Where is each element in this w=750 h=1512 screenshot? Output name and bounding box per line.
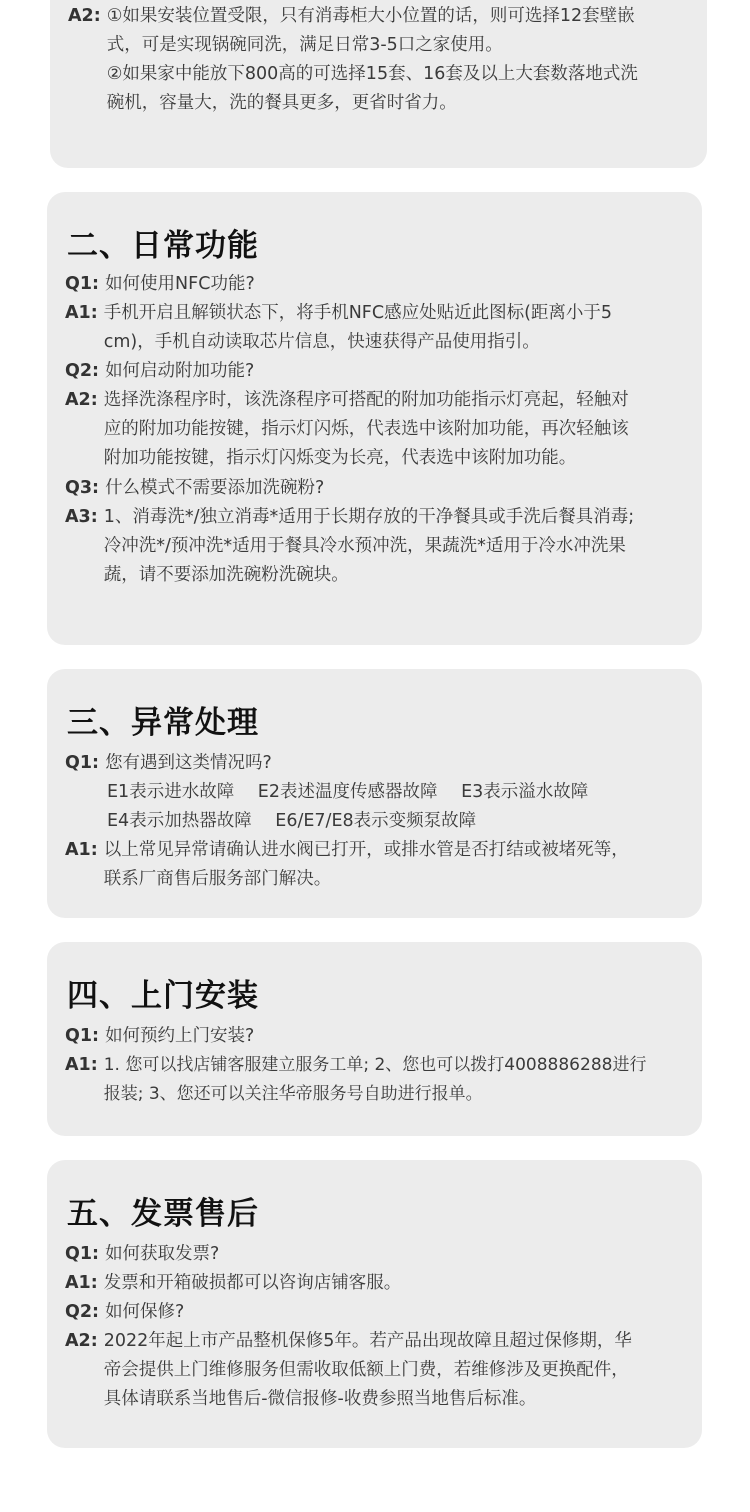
answer-row <box>65 1051 692 1109</box>
answer-tag: A1: <box>65 1273 98 1293</box>
answer-text: cm)，手机自动读取芯片信息，快速获得产品使用指引。 <box>103 332 540 352</box>
answer-text: 报装; 3、您还可以关注华帝服务号自助进行报单。 <box>103 1084 483 1104</box>
question-tag: Q3: <box>65 478 100 498</box>
question-row <box>65 749 692 778</box>
question-text: 如何预约上门安装? <box>105 1026 255 1046</box>
section-title: 二、日常功能 <box>67 228 259 264</box>
question-text: 如何获取发票? <box>105 1244 220 1264</box>
answer-text: 帝会提供上门维修服务但需收取低额上门费，若维修涉及更换配件， <box>103 1360 629 1380</box>
question-row <box>65 270 692 299</box>
answer-row <box>65 1327 692 1414</box>
question-tag: Q1: <box>65 1244 100 1264</box>
answer-text: 蔬，请不要添加洗碗粉洗碗块。 <box>103 565 349 585</box>
answer-text: 应的附加功能按键，指示灯闪烁，代表选中该附加功能，再次轻触该 <box>103 419 629 439</box>
answer-row <box>65 386 692 473</box>
answer-text: 1、消毒洗*/独立消毒*适用于长期存放的干净餐具或手洗后餐具消毒; <box>103 507 635 527</box>
error-code: E6/E7/E8表示变频泵故障 <box>275 811 477 831</box>
question-text: 如何保修? <box>105 1302 185 1322</box>
answer-row <box>65 836 692 894</box>
answer-row <box>65 299 692 357</box>
section-title: 三、异常处理 <box>67 705 259 741</box>
question-text: 如何启动附加功能? <box>105 361 255 381</box>
faq-card-home-installation <box>47 942 702 1136</box>
answer-row <box>68 2 697 118</box>
answer-text: 发票和开箱破损都可以咨询店铺客服。 <box>103 1273 402 1293</box>
question-text: 如何使用NFC功能? <box>105 274 255 294</box>
answer-text: 具体请联系当地售后-微信报修-收费参照当地售后标准。 <box>103 1389 537 1409</box>
answer-row <box>65 1269 692 1298</box>
error-code: E3表示溢水故障 <box>461 782 589 802</box>
answer-tag: A2: <box>65 390 98 410</box>
faq-card-troubleshooting <box>47 669 702 918</box>
answer-text: 碗机，容量大，洗的餐具更多，更省时省力。 <box>106 93 457 113</box>
answer-text: ①如果安装位置受限，只有消毒柜大小位置的话，则可选择12套壁嵌 <box>106 6 635 26</box>
answer-text: 手机开启且解锁状态下，将手机NFC感应处贴近此图标(距离小于5 <box>103 303 613 323</box>
question-text: 您有遇到这类情况吗? <box>105 753 272 773</box>
answer-tag: A2: <box>68 6 101 26</box>
error-codes-row <box>107 778 606 807</box>
answer-text: 联系厂商售后服务部门解决。 <box>103 869 332 889</box>
section-title: 五、发票售后 <box>67 1196 259 1232</box>
answer-tag: A1: <box>65 303 98 323</box>
answer-text: 选择洗涤程序时，该洗涤程序可搭配的附加功能指示灯亮起，轻触对 <box>103 390 629 410</box>
faq-card-daily-functions <box>47 192 702 645</box>
question-row <box>65 1298 692 1327</box>
answer-text: 附加功能按键，指示灯闪烁变为长亮，代表选中该附加功能。 <box>103 448 577 468</box>
error-code: E4表示加热器故障 <box>107 811 252 831</box>
question-row <box>65 474 692 503</box>
error-code: E1表示进水故障 <box>107 782 235 802</box>
answer-text: 2022年起上市产品整机保修5年。若产品出现故障且超过保修期，华 <box>103 1331 632 1351</box>
faq-card-installation <box>50 0 707 168</box>
question-tag: Q1: <box>65 753 100 773</box>
answer-text: 式，可是实现锅碗同洗，满足日常3-5口之家使用。 <box>106 35 503 55</box>
answer-row <box>65 503 692 590</box>
answer-text: 1. 您可以找店铺客服建立服务工单; 2、您也可以拨打4008886288进行 <box>103 1055 647 1075</box>
answer-tag: A2: <box>65 1331 98 1351</box>
answer-text: ②如果家中能放下800高的可选择15套、16套及以上大套数落地式洗 <box>106 64 638 84</box>
section-title: 四、上门安装 <box>67 978 259 1014</box>
question-tag: Q1: <box>65 1026 100 1046</box>
answer-tag: A1: <box>65 1055 98 1075</box>
question-text: 什么模式不需要添加洗碗粉? <box>105 478 325 498</box>
question-tag: Q1: <box>65 274 100 294</box>
question-tag: Q2: <box>65 361 100 381</box>
answer-text: 以上常见异常请确认进水阀已打开，或排水管是否打结或被堵死等， <box>103 840 629 860</box>
faq-card-invoice-aftersales <box>47 1160 702 1448</box>
question-row <box>65 1240 692 1269</box>
error-code: E2表述温度传感器故障 <box>257 782 438 802</box>
question-tag: Q2: <box>65 1302 100 1322</box>
answer-tag: A1: <box>65 840 98 860</box>
question-row <box>65 357 692 386</box>
question-row <box>65 1022 692 1051</box>
answer-text: 冷冲洗*/预冲洗*适用于餐具冷水预冲洗，果蔬洗*适用于冷水冲洗果 <box>103 536 626 556</box>
answer-tag: A3: <box>65 507 98 527</box>
error-codes-row <box>107 807 494 836</box>
